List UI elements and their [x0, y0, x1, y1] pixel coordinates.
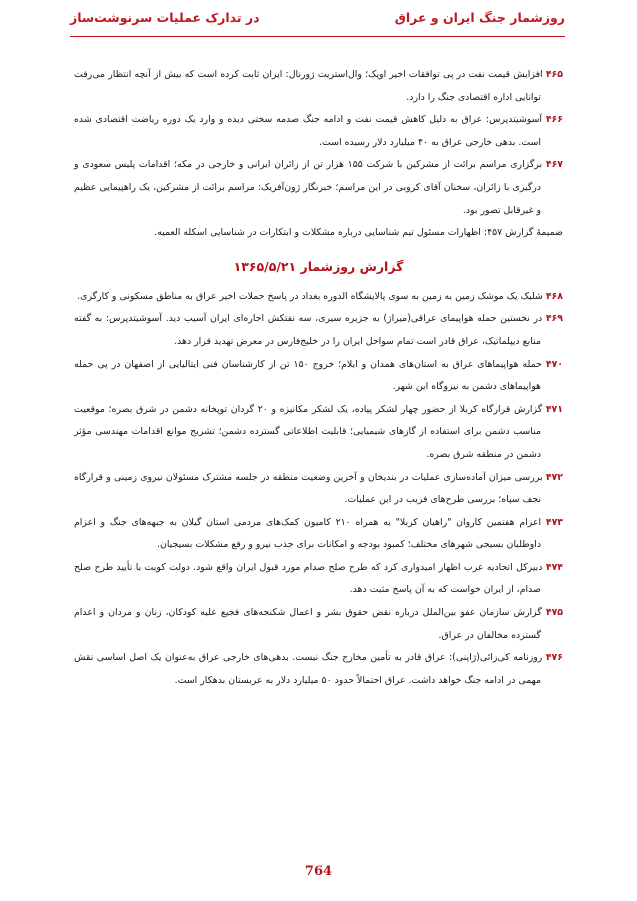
entry-number: ۴۷۵ — [545, 607, 564, 619]
entry-text: گزارش سازمان عفو بین‌الملل درباره نقض حقوق بشر و اعمال شکنجه‌های فجیع علیه کودکان، زنان و مردان و اعدام گسترده مخالفان در عراق. — [74, 607, 542, 641]
entry-number: ۴۶۷ — [545, 159, 564, 171]
entry-text: برگزاری مراسم برائت از مشرکین با شرکت ۱۵۵ هزار تن از زائران ایرانی و خارجی در مکه؛ اقدامات پلیس سعودی و درگیری با زائران، سخنان آقای کروبی در این مراسم؛ خبرنگار ژون‌آفریک: مراسم برائت از مشرکین، یک راهپیمایی عظیم و غیرقابل تصور بود. — [74, 159, 543, 216]
entry-text: روزنامه کی‌زائی(ژاپنی): عراق قادر به تأمین مخارج جنگ نیست. بدهی‌های خارجی عراق به‌عنوان یک اصل اساسی نقش مهمی در ادامه جنگ خواهد داشت. عراق احتمالاً حدود ۵۰ میلیارد دلار به عربستان بدهکار است. — [74, 652, 543, 686]
entry-item — [74, 467, 563, 512]
entry-number: ۴۶۸ — [545, 290, 563, 302]
entries-after-report — [74, 286, 563, 693]
chapter-title: در تدارک عملیات سرنوشت‌ساز — [70, 10, 260, 25]
entry-text: گزارش قرارگاه کربلا از حضور چهار لشکر پیاده، یک لشکر مکانیزه و ۲۰ گردان توپخانه دشمن در شرق بصره؛ موقعیت مناسب دشمن برای استفاده از گازهای شیمیایی؛ قابلیت اطلاعاتی گسترده دشمن؛ تشریح موانع اقدامات مهندسی مؤثر دشمن در منطقه شرق بصره. — [74, 403, 543, 460]
entry-item — [74, 354, 563, 399]
entry-item — [74, 399, 563, 467]
entry-item — [74, 64, 563, 109]
entry-item — [74, 109, 563, 154]
header-rule — [70, 36, 565, 37]
entry-item — [74, 557, 563, 602]
running-header — [70, 8, 565, 30]
entry-number: ۴۷۳ — [545, 516, 564, 528]
entry-number: ۴۷۲ — [545, 471, 563, 483]
entry-number: ۴۷۰ — [545, 358, 564, 370]
entry-text: آسوشیتدپرس: عراق به دلیل کاهش قیمت نفت و ادامه جنگ صدمه سختی دیده و وارد یک دوره ریاضت اقتصادی شده است. بدهی خارجی عراق به ۴۰ میلیارد دلار رسیده است. — [74, 114, 543, 148]
entries-before-report — [74, 64, 563, 222]
entry-number: ۴۷۴ — [545, 561, 564, 573]
page-number: 764 — [304, 864, 333, 879]
entry-item — [74, 512, 563, 557]
entry-number: ۴۶۵ — [545, 69, 563, 80]
report-title: گزارش روزشمار ۱۳۶۵/۵/۲۱ — [233, 258, 404, 274]
entry-item — [74, 647, 563, 692]
book-title: روزشمار جنگ ایران و عراق — [394, 10, 565, 25]
entry-number: ۴۷۶ — [545, 652, 563, 664]
entry-text: دبیرکل اتحادیه عرب اظهار امیدواری کرد که طرح صلح صدام مورد قبول ایران واقع شود. دولت کویت با تأیید طرح صلح صدام، از ایران خواست که به آن پاسخ مثبت دهد. — [74, 561, 543, 596]
entry-text: شلیک یک موشک زمین به زمین به سوی پالایشگاه الدوره بغداد در پاسخ حملات اخیر عراق به مناطق مسکونی و کارگری. — [77, 290, 543, 302]
entry-number: ۴۷۱ — [545, 403, 563, 415]
page-body — [74, 64, 563, 692]
appendix-note: ضمیمهٔ گزارش ۴۵۷: اظهارات مسئول تیم شناسایی درباره مشکلات و ابتکارات در شناسایی اسکله العمیه. — [154, 227, 563, 239]
entry-item — [74, 154, 563, 222]
entry-text: اعزام هفتمین کاروان "راهیان کربلا" به همراه ۲۱۰ کامیون کمک‌های مردمی استان گیلان به جبهه‌های جنگ و اعزام داوطلبان بسیجی شهرهای مختلف؛ کمبود بودجه و امکانات برای جذب نیرو و رفع مشکلات بسیجیان. — [74, 516, 542, 551]
entry-number: ۴۶۹ — [545, 313, 563, 325]
entry-text: در نخستین حمله هواپیمای عراقی(میراژ) به جزیره سیری، سه نفتکش اجاره‌ای ایران آسیب دید. آسوشیتدپرس: به گفته منابع دیپلماتیک، عراق قادر است تمام سواحل ایران را در خلیج‌فارس در معرض تهدید قرار دهد. — [74, 313, 543, 347]
entry-item — [74, 308, 563, 353]
entry-item — [74, 286, 563, 309]
entry-text: افزایش قیمت نفت در پی توافقات اخیر اوپک؛ وال‌استریت ژورنال: ایران ثابت کرده است که بیش از آنچه انتظار می‌رفت توانایی اداره اقتصادی جنگ را دارد. — [74, 69, 543, 103]
entry-number: ۴۶۶ — [545, 114, 563, 126]
entry-item — [74, 602, 563, 647]
entry-text: حمله هواپیماهای عراق به استان‌های همدان و ایلام؛ خروج ۱۵۰ تن از کارشناسان فنی ایتالیایی از اصفهان در پی حمله هواپیماهای دشمن به نیروگاه این شهر. — [74, 358, 542, 393]
entry-text: بررسی میزان آماده‌سازی عملیات در بندیخان و آخرین وضعیت منطقه در جلسه مشترک مسئولان نیروی زمینی و قرارگاه نجف سپاه؛ بررسی طرح‌های فریب در این عملیات. — [74, 471, 543, 506]
